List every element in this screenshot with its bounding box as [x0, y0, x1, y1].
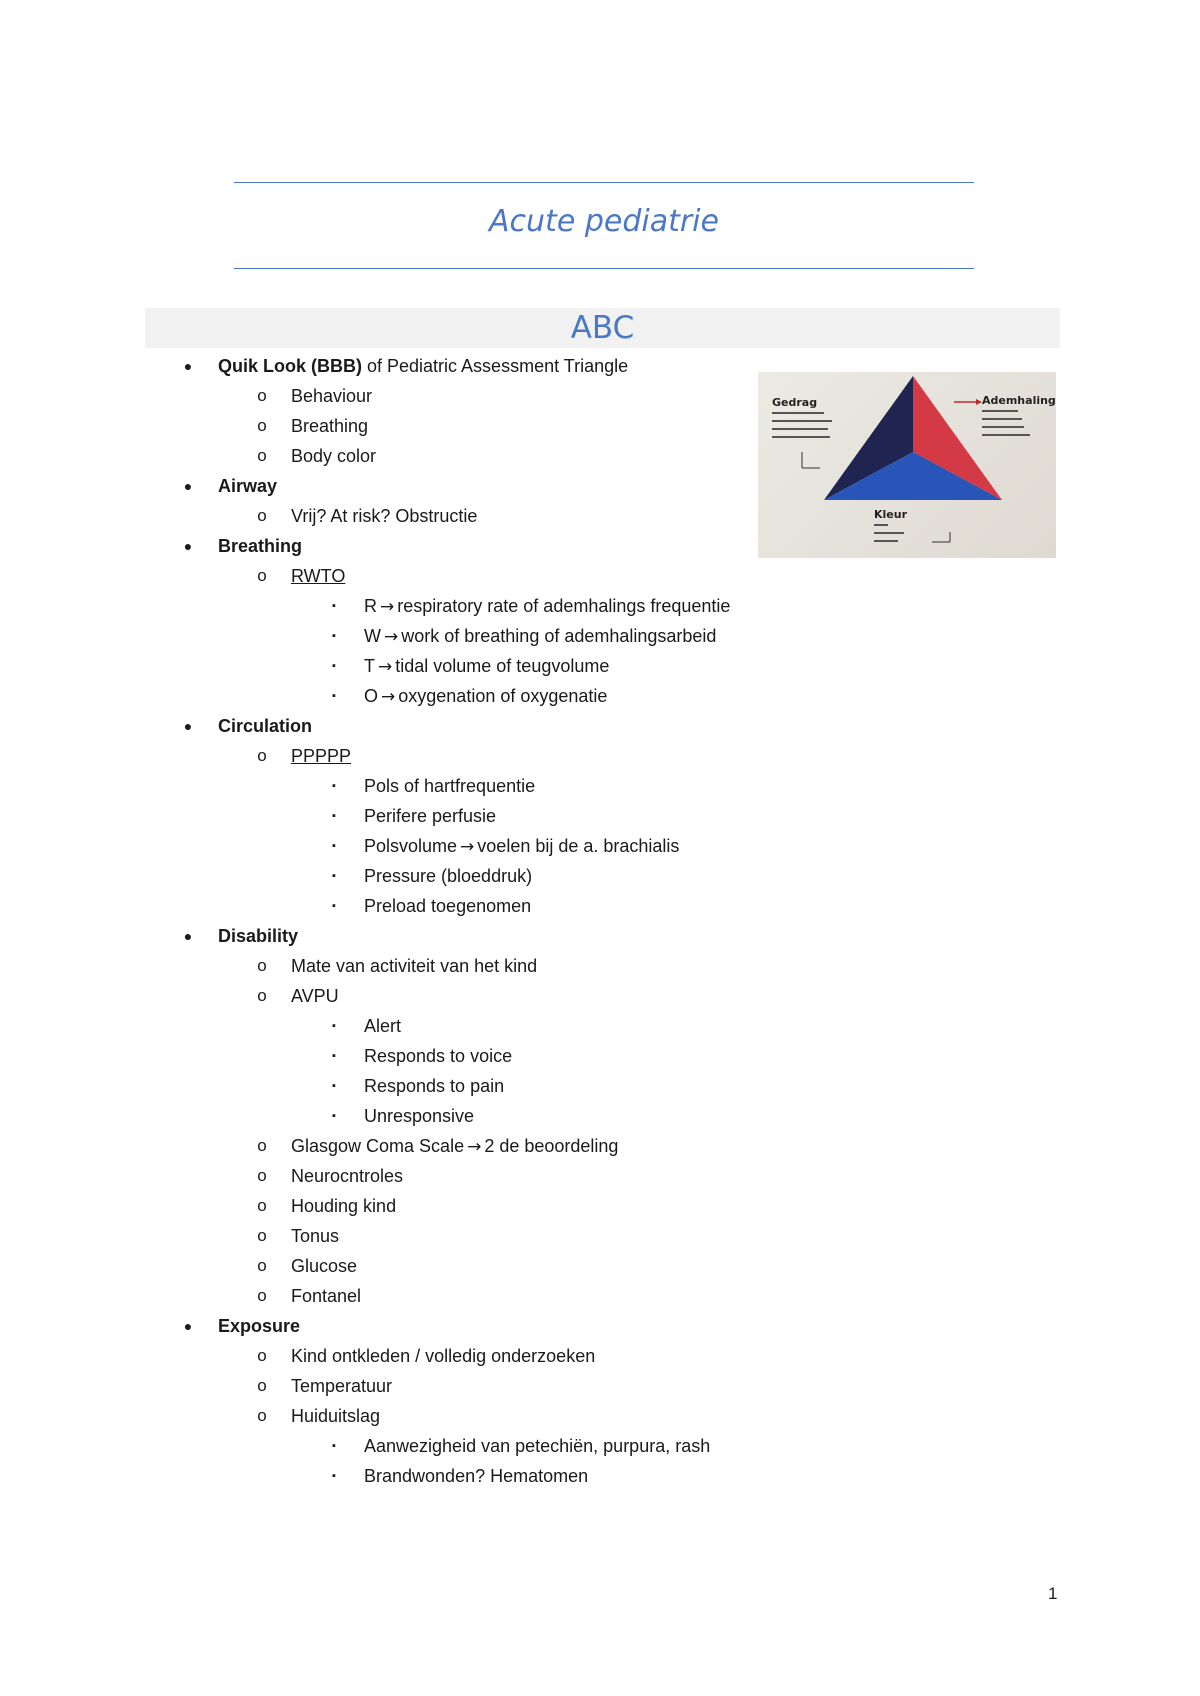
list-item-text: Unresponsive: [364, 1106, 475, 1126]
rwto-key: O: [364, 686, 379, 706]
list-item-text: Neurocntroles: [291, 1166, 404, 1186]
list-item: [0, 501, 1200, 531]
bullet-icon: ●: [183, 928, 193, 944]
list-item: [0, 1431, 1200, 1461]
list-item: [0, 1131, 1200, 1161]
circle-bullet-icon: o: [257, 506, 267, 525]
square-bullet-icon: ▪: [332, 660, 336, 672]
circle-bullet-icon: o: [257, 1256, 267, 1275]
list-item: [0, 741, 1200, 771]
quick-look-label: Quik Look (BBB): [218, 356, 362, 376]
list-item: [0, 711, 1200, 741]
list-item: [0, 1251, 1200, 1281]
list-item-text: Behaviour: [291, 386, 373, 406]
circle-bullet-icon: o: [257, 446, 267, 465]
arrow-right-icon: →: [467, 1137, 482, 1157]
section-heading: ABC: [570, 310, 635, 346]
list-item-text: Polsvolume: [364, 836, 458, 856]
rwto-text: work of breathing of ademhalingsarbeid: [401, 626, 717, 646]
list-item-text: Huiduitslag: [291, 1406, 381, 1426]
list-item: [0, 1341, 1200, 1371]
list-item: [0, 1041, 1200, 1071]
disability-label: Disability: [218, 926, 299, 946]
bullet-icon: ●: [183, 478, 193, 494]
circle-bullet-icon: o: [257, 1196, 267, 1215]
square-bullet-icon: ▪: [332, 690, 336, 702]
list-item: [0, 1101, 1200, 1131]
figure-label-breathing: Ademhaling: [982, 394, 1056, 407]
bullet-icon: ●: [183, 358, 193, 374]
list-item-text: Mate van activiteit van het kind: [291, 956, 538, 976]
list-item-text: Vrij? At risk? Obstructie: [291, 506, 478, 526]
list-item: [0, 1461, 1200, 1491]
list-item: [0, 561, 1200, 591]
circle-bullet-icon: o: [257, 1346, 267, 1365]
square-bullet-icon: ▪: [332, 1020, 336, 1032]
list-item-text: Preload toegenomen: [364, 896, 532, 916]
list-item: [0, 891, 1200, 921]
list-item: [0, 411, 1200, 441]
list-item: [0, 651, 1200, 681]
list-item: [0, 1011, 1200, 1041]
list-item: [0, 981, 1200, 1011]
list-item: [0, 1371, 1200, 1401]
list-item-text: Aanwezigheid van petechiën, purpura, rash: [364, 1436, 711, 1456]
rwto-key: T: [364, 656, 375, 676]
glasgow-label: Glasgow Coma Scale: [291, 1136, 465, 1156]
list-item-text: Pols of hartfrequentie: [364, 776, 536, 796]
list-item: [0, 1071, 1200, 1101]
list-item-text: Fontanel: [291, 1286, 362, 1306]
list-item: [0, 861, 1200, 891]
circle-bullet-icon: o: [257, 1376, 267, 1395]
list-item: [0, 771, 1200, 801]
list-item: [0, 1401, 1200, 1431]
list-item: [0, 1161, 1200, 1191]
list-item: [0, 1311, 1200, 1341]
list-item-text: Alert: [364, 1016, 402, 1036]
circle-bullet-icon: o: [257, 986, 267, 1005]
figure-label-behaviour: Gedrag: [772, 396, 818, 409]
polsvolume-detail: voelen bij de a. brachialis: [477, 836, 680, 856]
square-bullet-icon: ▪: [332, 600, 336, 612]
abc-outline: [0, 351, 1200, 1491]
list-item: [0, 801, 1200, 831]
quick-look-rest: of Pediatric Assessment Triangle: [362, 356, 629, 376]
circle-bullet-icon: o: [257, 386, 267, 405]
figure-label-color: Kleur: [874, 508, 908, 521]
square-bullet-icon: ▪: [332, 1110, 336, 1122]
square-bullet-icon: ▪: [332, 840, 336, 852]
rwto-acronym: RWTO: [291, 566, 346, 586]
arrow-right-icon: →: [381, 687, 396, 707]
list-item: [0, 1281, 1200, 1311]
list-item-text: Pressure (bloeddruk): [364, 866, 533, 886]
square-bullet-icon: ▪: [332, 630, 336, 642]
square-bullet-icon: ▪: [332, 1050, 336, 1062]
circle-bullet-icon: o: [257, 416, 267, 435]
circle-bullet-icon: o: [257, 746, 267, 765]
list-item: [0, 951, 1200, 981]
circle-bullet-icon: o: [257, 1406, 267, 1425]
title-rule-bottom: [234, 268, 974, 269]
square-bullet-icon: ▪: [332, 1470, 336, 1482]
breathing-label: Breathing: [218, 536, 303, 556]
list-item: [0, 591, 1200, 621]
circulation-label: Circulation: [218, 716, 313, 736]
bullet-icon: ●: [183, 718, 193, 734]
list-item: [0, 531, 1200, 561]
list-item: [0, 471, 1200, 501]
square-bullet-icon: ▪: [332, 900, 336, 912]
bullet-icon: ●: [183, 538, 193, 554]
list-item-text: Houding kind: [291, 1196, 397, 1216]
arrow-right-icon: →: [380, 597, 395, 617]
list-item: [0, 1221, 1200, 1251]
rwto-key: R: [364, 596, 377, 616]
list-item: [0, 1191, 1200, 1221]
circle-bullet-icon: o: [257, 1136, 267, 1155]
list-item-text: Breathing: [291, 416, 369, 436]
airway-label: Airway: [218, 476, 278, 496]
list-item-text: Brandwonden? Hematomen: [364, 1466, 589, 1486]
list-item-text: Responds to voice: [364, 1046, 513, 1066]
rwto-text: respiratory rate of ademhalings frequentie: [397, 596, 731, 616]
list-item-text: Glucose: [291, 1256, 358, 1276]
arrow-right-icon: →: [384, 627, 399, 647]
list-item: [0, 381, 1200, 411]
arrow-right-icon: →: [460, 837, 475, 857]
glasgow-detail: 2 de beoordeling: [484, 1136, 619, 1156]
rwto-text: oxygenation of oxygenatie: [398, 686, 608, 706]
square-bullet-icon: ▪: [332, 870, 336, 882]
bullet-icon: ●: [183, 1318, 193, 1334]
circle-bullet-icon: o: [257, 1166, 267, 1185]
list-item-text: Body color: [291, 446, 377, 466]
rwto-key: W: [364, 626, 381, 646]
avpu-label: AVPU: [291, 986, 339, 1006]
square-bullet-icon: ▪: [332, 780, 336, 792]
list-item: [0, 831, 1200, 861]
circle-bullet-icon: o: [257, 1226, 267, 1245]
ppppp-acronym: PPPPP: [291, 746, 352, 766]
list-item-text: Temperatuur: [291, 1376, 393, 1396]
square-bullet-icon: ▪: [332, 1080, 336, 1092]
list-item-text: Kind ontkleden / volledig onderzoeken: [291, 1346, 596, 1366]
list-item-text: Tonus: [291, 1226, 340, 1246]
list-item-text: Responds to pain: [364, 1076, 505, 1096]
arrow-right-icon: →: [378, 657, 393, 677]
circle-bullet-icon: o: [257, 566, 267, 585]
list-item: [0, 621, 1200, 651]
list-item-text: Perifere perfusie: [364, 806, 497, 826]
list-item: [0, 441, 1200, 471]
circle-bullet-icon: o: [257, 956, 267, 975]
list-item: [0, 921, 1200, 951]
title-rule-top: [234, 182, 974, 183]
circle-bullet-icon: o: [257, 1286, 267, 1305]
list-item: [0, 681, 1200, 711]
exposure-label: Exposure: [218, 1316, 301, 1336]
page-number: 1: [1048, 1584, 1058, 1603]
square-bullet-icon: ▪: [332, 810, 336, 822]
list-item: [0, 351, 1200, 381]
rwto-text: tidal volume of teugvolume: [395, 656, 610, 676]
square-bullet-icon: ▪: [332, 1440, 336, 1452]
document-title: Acute pediatrie: [489, 204, 719, 239]
